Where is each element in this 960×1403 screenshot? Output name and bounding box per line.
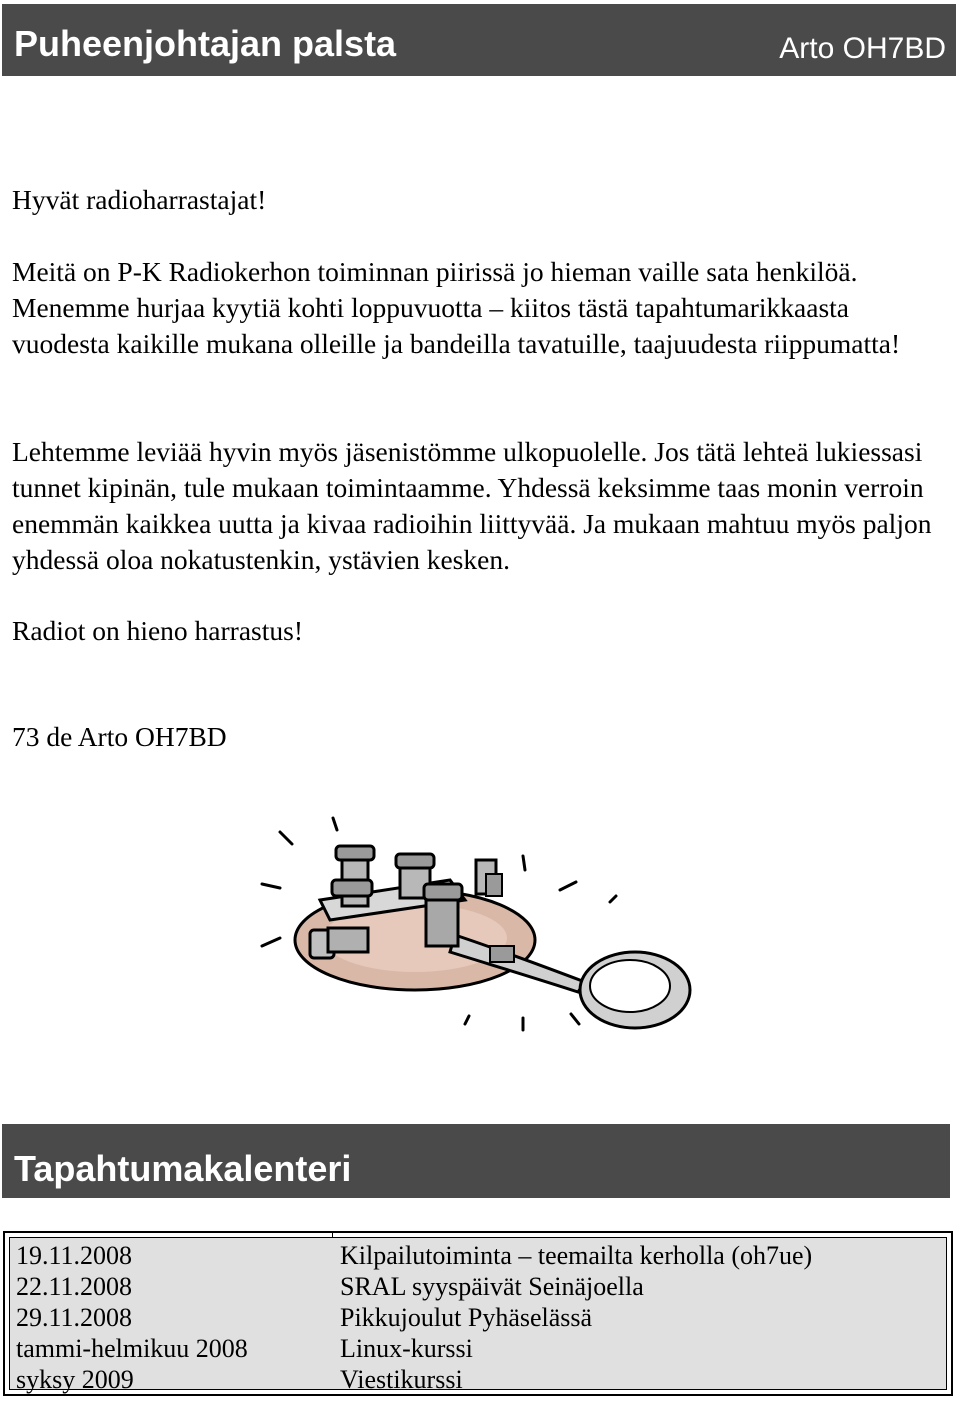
event-date: syksy 2009 xyxy=(16,1365,134,1394)
event-date: 22.11.2008 xyxy=(16,1272,133,1301)
signature: 73 de Arto OH7BD xyxy=(12,721,227,752)
paragraph-3: Radiot on hieno harrastus! xyxy=(12,615,303,646)
page-title: Puheenjohtajan palsta xyxy=(14,23,397,64)
calendar-table xyxy=(3,1231,953,1396)
event-name: SRAL syyspäivät Seinäjoella xyxy=(340,1272,644,1301)
event-name: Viestikurssi xyxy=(340,1365,463,1394)
event-date: 29.11.2008 xyxy=(16,1303,133,1332)
author-name: Arto OH7BD xyxy=(779,32,946,65)
greeting: Hyvät radioharrastajat! xyxy=(12,184,267,215)
event-name: Pikkujoulut Pyhäselässä xyxy=(340,1303,593,1332)
calendar-title: Tapahtumakalenteri xyxy=(14,1148,352,1189)
paragraph-2: Lehtemme leviää hyvin myös jäsenistömme ulkopuolelle. Jos tätä lehteä lukiessasi tunnet kipinän, tule mukaan toimintaamme. Yhdessä keksimme taas monin verroin enemmän kaikkea uutta ja kivaa radioihin liittyvää. Ja mukaan mahtuu myös paljon yhdessä oloa nokatustenkin, ystävien kesken. xyxy=(12,436,932,575)
calendar-banner xyxy=(2,1124,950,1198)
header-banner xyxy=(2,4,956,76)
morse-key-icon xyxy=(250,810,700,1040)
event-name: Linux-kurssi xyxy=(340,1334,473,1363)
event-date: tammi-helmikuu 2008 xyxy=(16,1334,248,1363)
paragraph-1: Meitä on P-K Radiokerhon toiminnan piirissä jo hieman vaille sata henkilöä. Menemme hurjaa kyytiä kohti loppuvuotta – kiitos tästä tapahtumarikkaasta vuodesta kaikille mukana olleille ja bandeilla tavatuille, taajuudesta riippumatta! xyxy=(12,256,901,359)
event-name: Kilpailutoiminta – teemailta kerholla (oh7ue) xyxy=(340,1241,813,1270)
event-date: 19.11.2008 xyxy=(16,1241,133,1270)
